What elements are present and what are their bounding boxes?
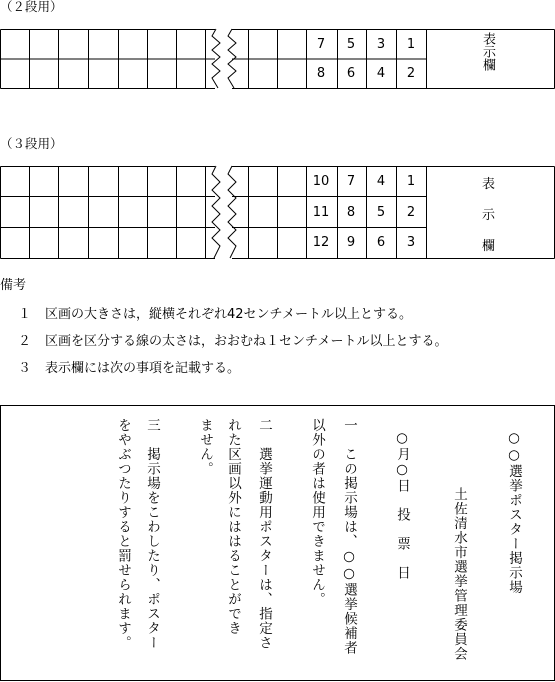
board-authority: 土佐清水市選挙管理委員会 [451,487,467,661]
notice-1-line-1: 一 この掲示場は、○○選挙候補者 [341,418,357,655]
notice-2-line-3: ません。 [197,418,213,476]
remark-number: １ [18,307,32,322]
cell-number: 5 [346,37,356,52]
remarks-heading: 備考 [0,278,27,293]
cell-number: 4 [376,66,386,81]
cell-number: 3 [406,235,416,250]
notice-2-line-2: れた区画以外にははることができ [225,418,241,636]
cell-number: 6 [376,235,386,250]
three-tier-caption: （３段用） [0,136,63,151]
cell-number: 2 [406,66,416,81]
remark-number: ２ [18,334,32,349]
display-field-label: 表示欄 [480,32,495,71]
board-date-line: ○月○日 投 票 日 [394,430,410,580]
two-tier-caption: （２段用） [0,0,63,14]
cell-number: 12 [312,235,330,250]
notice-1-line-2: 以外の者は使用できません。 [309,418,325,607]
remark-text: 表示欄には次の事項を記載する。 [45,361,241,376]
cell-number: 11 [312,205,330,220]
cell-number: 4 [376,174,386,189]
remark-number: ３ [18,361,32,376]
remark-text: 区画の大きさは，縦横それぞれ42センチメートル以上とする。 [45,307,413,322]
cell-number: 7 [316,37,326,52]
cell-number: 6 [346,66,356,81]
cell-number: 5 [376,205,386,220]
cell-number: 1 [406,37,416,52]
notice-3-line-2: をやぶつたりすると罰せられます。 [115,418,131,650]
cell-number: 10 [312,174,330,189]
cell-number: 9 [346,235,356,250]
remark-text: 区画を区分する線の太さは，おおむね１センチメートル以上とする。 [45,334,448,349]
display-field-label-char: 示 [482,208,496,223]
cell-number: 3 [376,37,386,52]
board-title: ○○選挙ポスター掲示場 [506,430,522,595]
display-field-label-char: 欄 [482,239,496,254]
notice-3-line-1: 三 掲示場をこわしたり、ポスター [144,418,160,650]
display-field-label-char: 表 [482,177,496,192]
notice-2-line-1: 二 選挙運動用ポスターは、指定さ [256,418,272,650]
cell-number: 2 [406,205,416,220]
cell-number: 8 [346,205,356,220]
cell-number: 1 [406,174,416,189]
cell-number: 7 [346,174,356,189]
cell-number: 8 [316,66,326,81]
